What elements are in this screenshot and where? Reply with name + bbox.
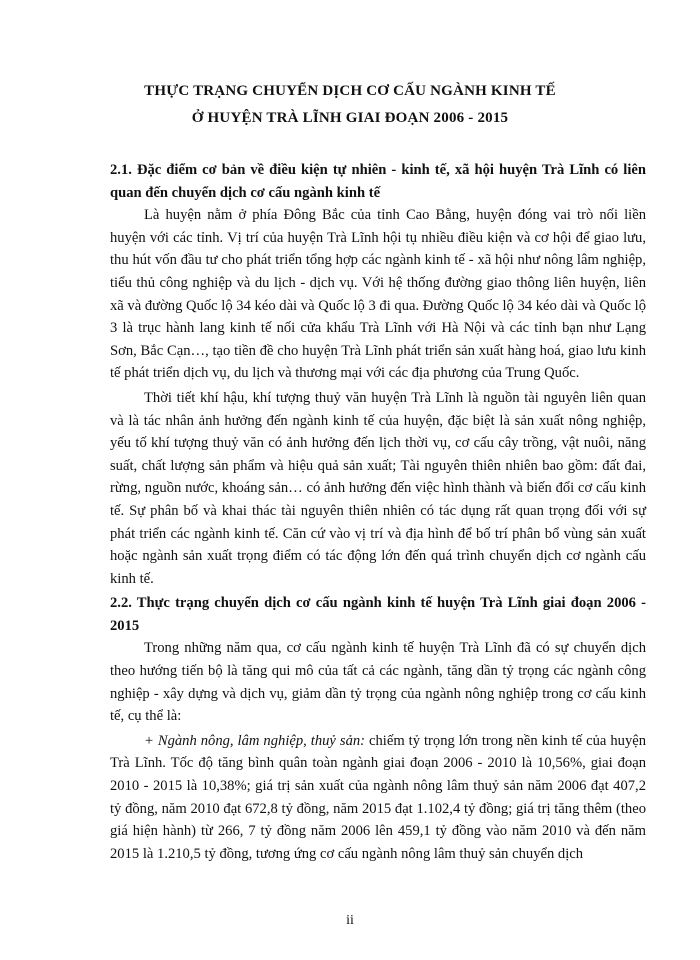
agriculture-item-text: chiếm tỷ trọng lớn trong nền kinh tế của huyện Trà Lĩnh. Tốc độ tăng bình quân toàn ngành giai đoạn 2006 - 2010 là 10,56%, giai đoạn 2010 - 2015 là 10,38%; giá trị sản xuất của ngành nông lâm thuỷ sản năm 2006 đạt 407,2 tỷ đồng, năm 2010 đạt 672,8 tỷ đồng, năm 2015 đạt 1.102,4 tỷ đồng; giá trị tăng thêm (theo giá hiện hành) từ 266, 7 tỷ đồng năm 2006 lên 459,1 tỷ đồng vào năm 2010 và đến năm 2015 là 1.210,5 tỷ đồng, tương ứng cơ cấu ngành nông lâm thuỷ sản chuyển dịch: [110, 732, 647, 862]
section-2-1-paragraph-1: Là huyện nằm ở phía Đông Bắc của tỉnh Cao Bằng, huyện đóng vai trò nối liền huyện với các tỉnh. Vị trí của huyện Trà Lĩnh hội tụ nhiều điều kiện và cơ hội để giao lưu, thu hút vốn đầu tư cho phát triển tổng hợp các ngành kinh tế - xã hội như nông lâm nghiệp, tiểu thủ công nghiệp và du lịch - dịch vụ. Với hệ thống đường giao thông liên huyện, liên xã và đường Quốc lộ 34 kéo dài và Quốc lộ 3 đi qua. Đường Quốc lộ 34 kéo dài và Quốc lộ 3 là trục hành lang kinh tế nối cửa khẩu Trà Lĩnh với Hà Nội và các tỉnh bạn như Lạng Sơn, Bắc Cạn…, tạo tiền đề cho huyện Trà Lĩnh phát triển sản xuất hàng hoá, giao lưu kinh tế phát triển dịch vụ, du lịch và thương mại với các địa phương của Trung Quốc.: [110, 207, 646, 382]
section-2-2-heading: 2.2. Thực trạng chuyển dịch cơ cấu ngành kinh tế huyện Trà Lĩnh giai đoạn 2006 - 2015: [110, 595, 646, 634]
section-2-2-intro: Trong những năm qua, cơ cấu ngành kinh tế huyện Trà Lĩnh đã có sự chuyển dịch theo hướng tiến bộ là tăng qui mô của tất cả các ngành, tăng dần tỷ trọng các ngành công nghiệp - xây dựng và dịch vụ, giảm dần tỷ trọng của ngành nông nghiệp trong cơ cấu kinh tế, cụ thể là:: [110, 640, 646, 725]
section-2-1-heading: 2.1. Đặc điểm cơ bản về điều kiện tự nhiên - kinh tế, xã hội huyện Trà Lĩnh có liên quan đến chuyển dịch cơ cấu ngành kinh tế: [110, 162, 646, 201]
section-2-1-paragraph-2: Thời tiết khí hậu, khí tượng thuỷ văn huyện Trà Lĩnh là nguồn tài nguyên liên quan và là tác nhân ảnh hưởng đến ngành kinh tế của huyện, đặc biệt là sản xuất nông nghiệp, yếu tố khí tượng thuỷ văn có ảnh hưởng đến lịch thời vụ, cơ cấu cây trồng, vật nuôi, năng suất, chất lượng sản phẩm và hiệu quả sản xuất; Tài nguyên thiên nhiên bao gồm: đất đai, rừng, nguồn nước, khoáng sản… có ảnh hưởng đến việc hình thành và biến đổi cơ cấu kinh tế. Sự phân bố và khai thác tài nguyên thiên nhiên có tác dụng rất quan trọng đối với sự phát triển các ngành kinh tế. Căn cứ vào vị trí và địa hình để bố trí phân bổ vùng sản xuất hoặc ngành sản xuất trọng điểm có tác động lớn đến quá trình chuyển dịch cơ ngành cấu kinh tế.: [110, 389, 646, 587]
document-title-line-2: Ở HUYỆN TRÀ LĨNH GIAI ĐOẠN 2006 - 2015: [191, 110, 509, 126]
document-title-line-1: THỰC TRẠNG CHUYỂN DỊCH CƠ CẤU NGÀNH KINH TẾ: [144, 83, 556, 99]
section-2-2-agriculture-item: [110, 730, 646, 866]
agriculture-item-lead: + Ngành nông, lâm nghiệp, thuỷ sản:: [144, 732, 366, 749]
page-number: ii: [346, 913, 354, 928]
document-body: [110, 159, 646, 865]
